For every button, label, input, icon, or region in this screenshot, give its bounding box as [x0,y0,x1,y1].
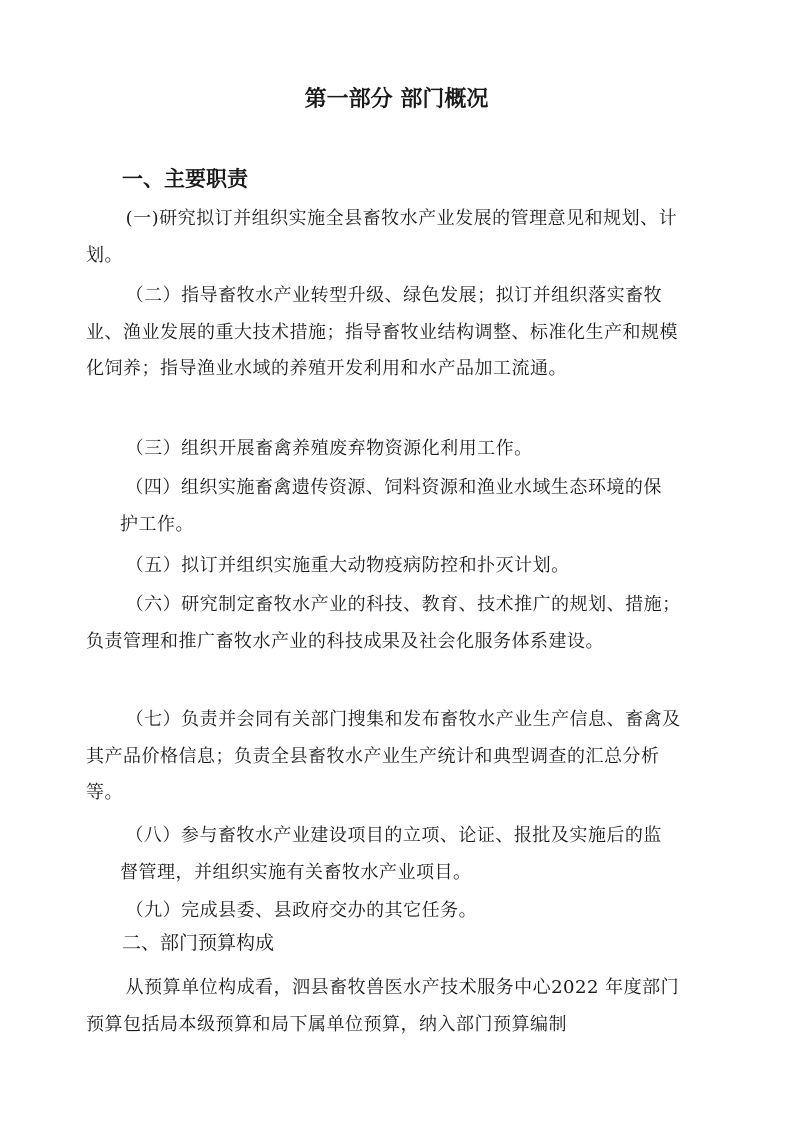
duty-item-5: （五）拟订并组织实施重大动物疫病防控和扑灭计划。 [125,555,570,576]
duty-item-1: (一)研究拟订并组织实施全县畜牧水产业发展的管理意见和规划、计划。 [86,208,678,266]
section-heading-duties: 一、主要职责 [122,167,248,191]
duty-item-6: （六）研究制定畜牧水产业的科技、教育、技术推广的规划、措施；负责管理和推广畜牧水产业的科技成果及社会化服务体系建设。 [86,594,681,652]
duty-item-8: （八）参与畜牧水产业建设项目的立项、论证、报批及实施后的监督管理，并组织实施有关畜牧水产业项目。 [120,825,662,883]
duty-item-7: （七）负责并会同有关部门搜集和发布畜牧水产业生产信息、畜禽及其产品价格信息；负责全县畜牧水产业生产统计和典型调查的汇总分析等。 [86,709,681,803]
budget-paragraph: 从预算单位构成看，泗县畜牧兽医水产技术服务中心2022 年度部门预算包括局本级预算和局下属单位预算，纳入部门预算编制 [86,977,680,1035]
duty-item-4: （四）组织实施畜禽遗传资源、饲料资源和渔业水域生态环境的保护工作。 [120,477,662,535]
page-title: 第一部分 部门概况 [304,87,489,112]
section-heading-budget: 二、部门预算构成 [122,932,275,954]
duty-item-2: （二）指导畜牧水产业转型升级、绿色发展；拟订并组织落实畜牧业、渔业发展的重大技术措施；指导畜牧业结构调整、标准化生产和规模化饲养；指导渔业水域的养殖开发利用和水产品加工流通。 [86,285,678,379]
duty-item-3: （三）组织开展畜禽养殖废弃物资源化利用工作。 [125,438,533,459]
duty-item-9: （九）完成县委、县政府交办的其它任务。 [125,900,478,921]
